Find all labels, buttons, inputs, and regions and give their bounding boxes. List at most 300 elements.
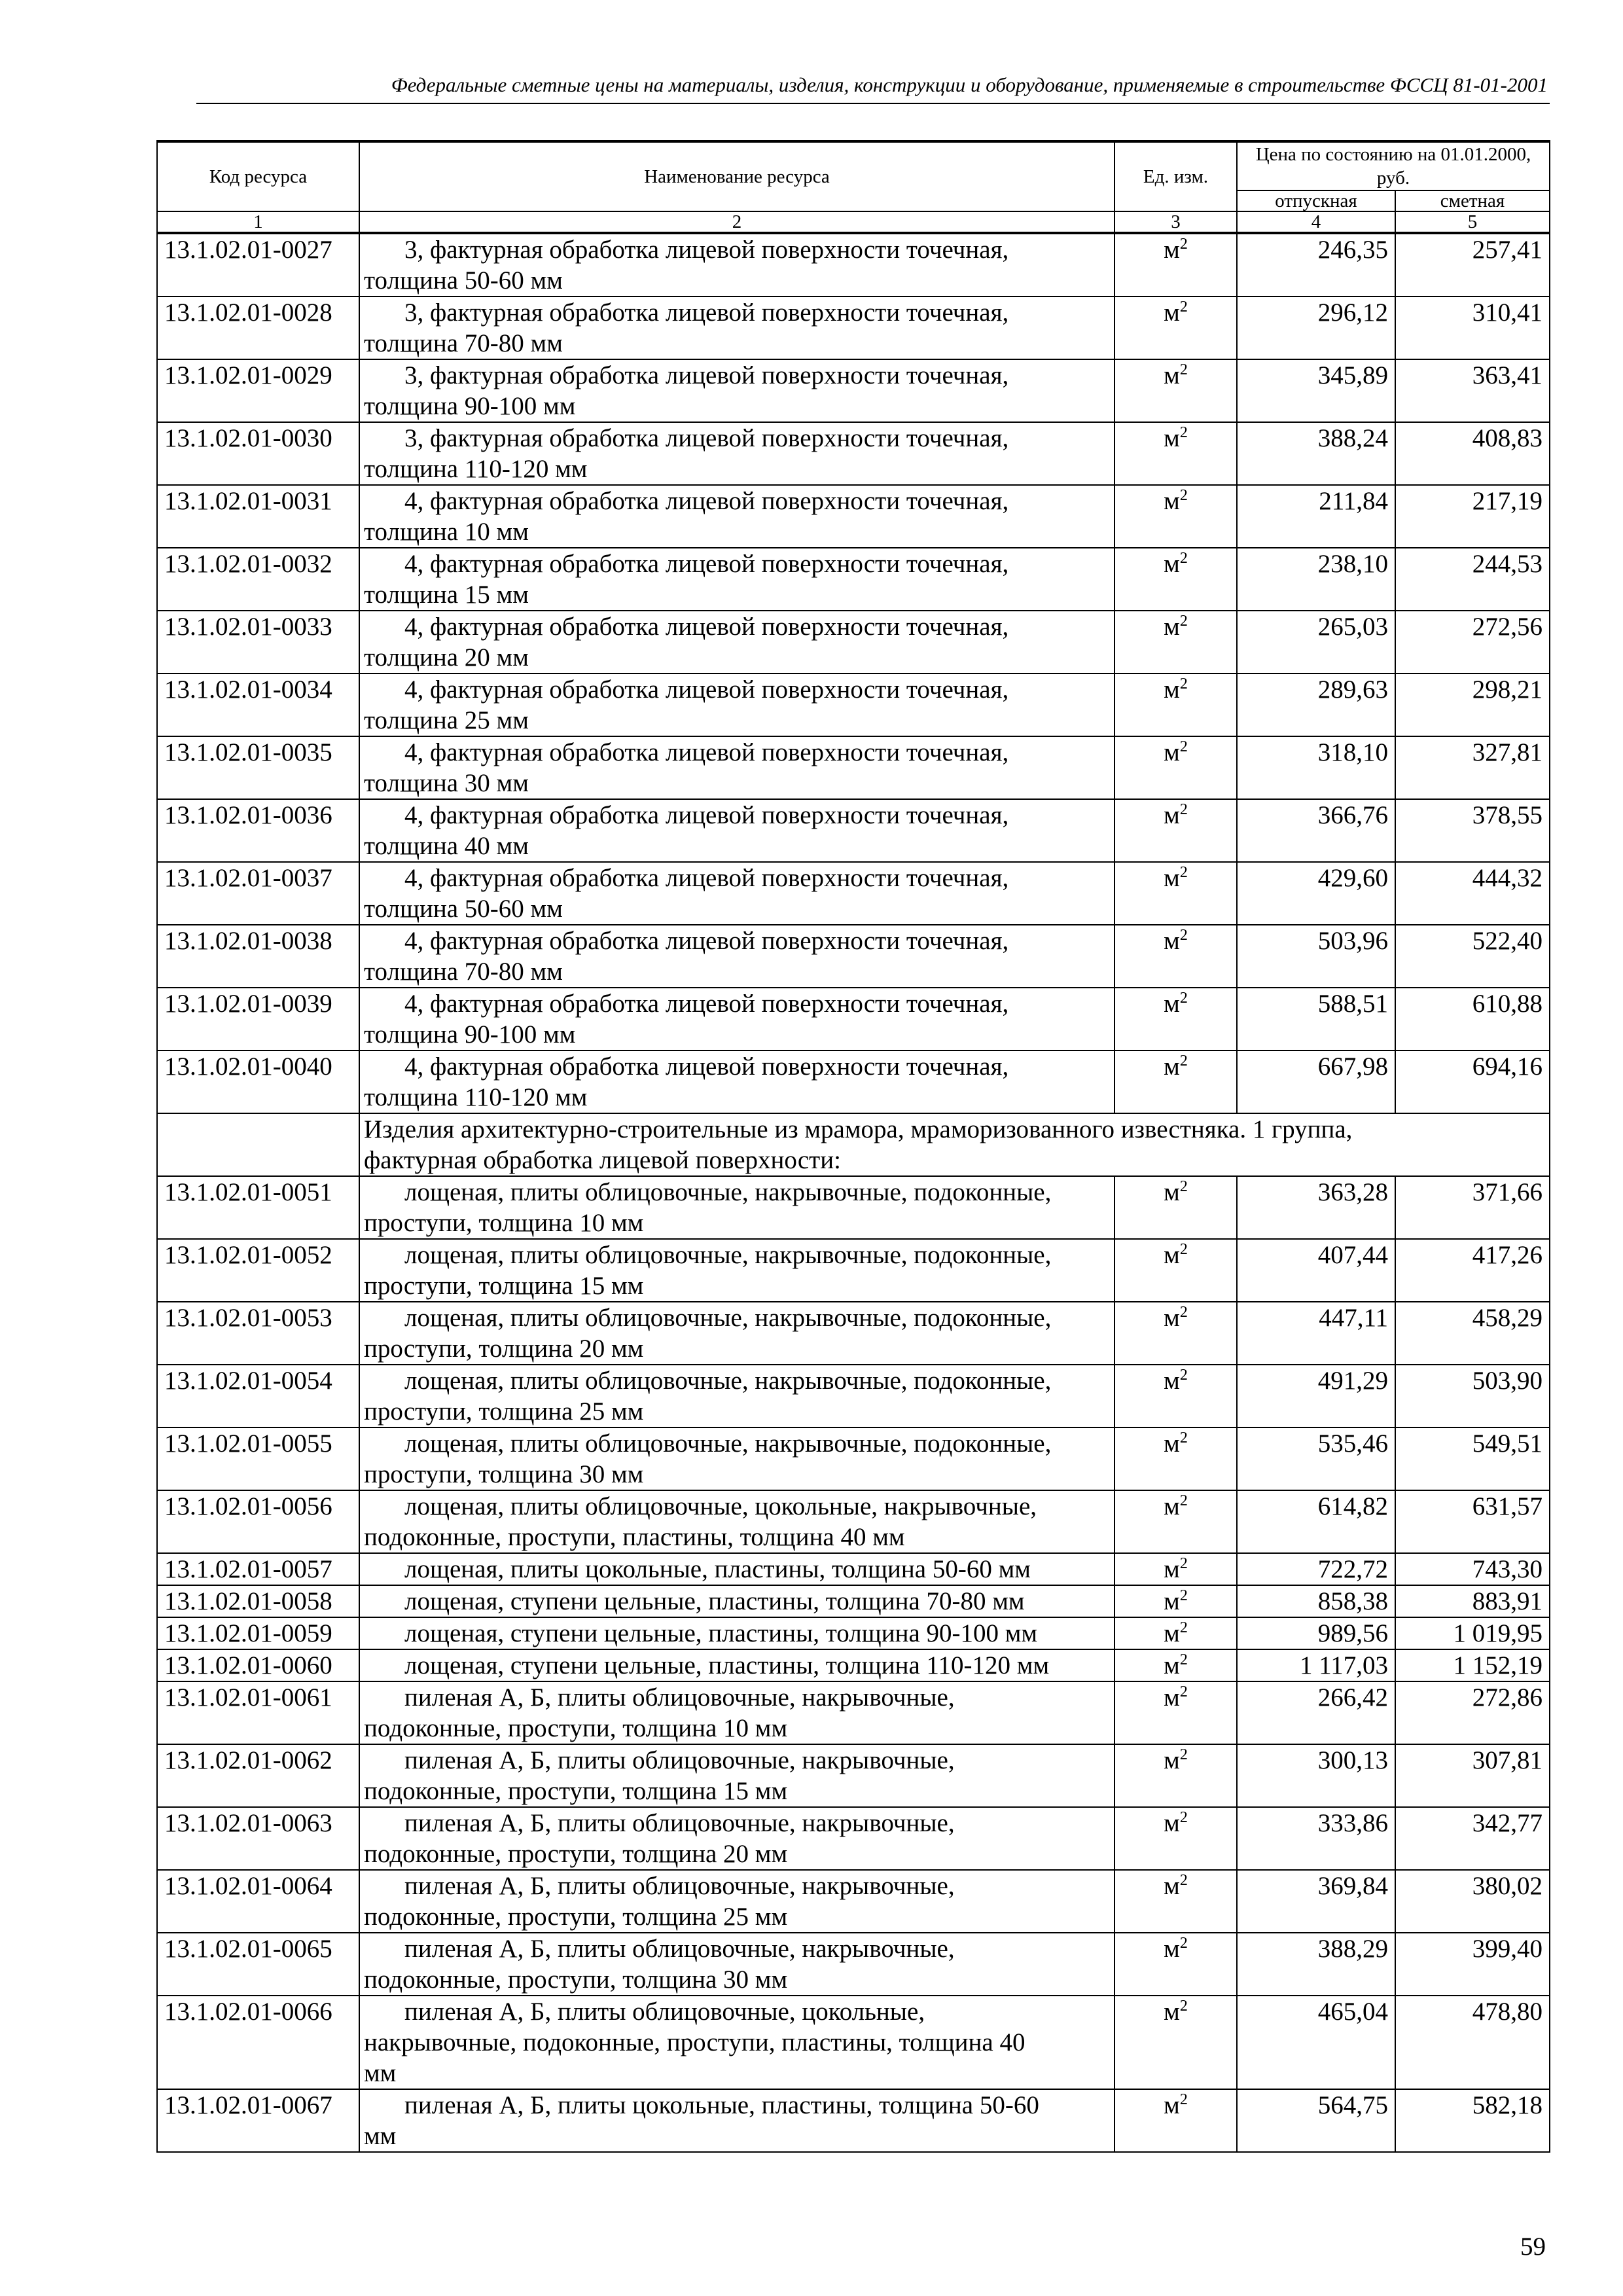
resource-code: 13.1.02.01-0054	[157, 1365, 359, 1427]
resource-name-line: 4, фактурная обработка лицевой поверхности точечная,	[404, 990, 1009, 1018]
table-row	[157, 359, 1550, 422]
release-price: 388,29	[1237, 1933, 1395, 1996]
table-row	[157, 548, 1550, 611]
table-row	[157, 1490, 1550, 1553]
resource-name	[359, 1050, 1115, 1113]
table-row	[157, 799, 1550, 862]
table-row	[157, 1996, 1550, 2089]
resource-name-line: лощеная, плиты облицовочные, цокольные, накрывочные,	[404, 1492, 1037, 1520]
estimate-price: 371,66	[1395, 1176, 1550, 1239]
unit-symbol: м	[1164, 1304, 1180, 1332]
resource-code: 13.1.02.01-0058	[157, 1585, 359, 1617]
resource-code: 13.1.02.01-0059	[157, 1617, 359, 1649]
unit	[1115, 1744, 1237, 1807]
resource-name	[359, 1649, 1115, 1681]
section-title-line: Изделия архитектурно-строительные из мрамора, мраморизованного известняка. 1 группа,	[364, 1115, 1353, 1143]
release-price: 265,03	[1237, 611, 1395, 673]
unit-exponent: 2	[1179, 864, 1188, 881]
unit	[1115, 422, 1237, 485]
table-row	[157, 862, 1550, 925]
unit-exponent: 2	[1179, 1872, 1188, 1889]
resource-name-line: подоконные, проступи, толщина 25 мм	[364, 1903, 788, 1931]
resource-name	[359, 1553, 1115, 1585]
unit	[1115, 611, 1237, 673]
table-body	[157, 233, 1550, 2152]
unit-symbol: м	[1164, 864, 1180, 892]
unit-exponent: 2	[1179, 1746, 1188, 1763]
unit-exponent: 2	[1179, 236, 1188, 253]
unit-exponent: 2	[1179, 487, 1188, 504]
unit-exponent: 2	[1179, 550, 1188, 567]
resource-code: 13.1.02.01-0055	[157, 1427, 359, 1490]
estimate-price: 310,41	[1395, 296, 1550, 359]
resource-code: 13.1.02.01-0060	[157, 1649, 359, 1681]
resource-name	[359, 1302, 1115, 1365]
resource-name-line: пиленая А, Б, плиты цокольные, пластины, толщина 50-60	[404, 2091, 1039, 2119]
unit-symbol: м	[1164, 1587, 1180, 1615]
unit	[1115, 1996, 1237, 2089]
estimate-price: 444,32	[1395, 862, 1550, 925]
estimate-price: 244,53	[1395, 548, 1550, 611]
unit	[1115, 1427, 1237, 1490]
column-number: 4	[1237, 211, 1395, 233]
release-price: 1 117,03	[1237, 1649, 1395, 1681]
unit	[1115, 485, 1237, 548]
unit-exponent: 2	[1179, 1998, 1188, 2015]
resource-name-line: толщина 70-80 мм	[364, 329, 563, 357]
release-price: 363,28	[1237, 1176, 1395, 1239]
estimate-price: 1 152,19	[1395, 1649, 1550, 1681]
resource-name-line: мм	[364, 2059, 397, 2087]
column-number: 5	[1395, 211, 1550, 233]
unit	[1115, 736, 1237, 799]
unit-symbol: м	[1164, 1809, 1180, 1837]
resource-name	[359, 1617, 1115, 1649]
resource-name-line: пиленая А, Б, плиты облицовочные, накрывочные,	[404, 1872, 955, 1900]
release-price: 345,89	[1237, 359, 1395, 422]
unit-exponent: 2	[1179, 1683, 1188, 1700]
resource-code: 13.1.02.01-0064	[157, 1870, 359, 1933]
estimate-price: 743,30	[1395, 1553, 1550, 1585]
table-row	[157, 1176, 1550, 1239]
unit-symbol: м	[1164, 1555, 1180, 1583]
resource-code: 13.1.02.01-0051	[157, 1176, 359, 1239]
resource-name-line: пиленая А, Б, плиты облицовочные, накрывочные,	[404, 1746, 955, 1774]
unit-exponent: 2	[1179, 1304, 1188, 1321]
release-price: 989,56	[1237, 1617, 1395, 1649]
estimate-price: 458,29	[1395, 1302, 1550, 1365]
running-header: Федеральные сметные цены на материалы, изделия, конструкции и оборудование, применяемые в строительстве ФССЦ 81-01-2001	[391, 73, 1548, 96]
unit	[1115, 862, 1237, 925]
estimate-price: 272,56	[1395, 611, 1550, 673]
unit-symbol: м	[1164, 1872, 1180, 1900]
resource-name-line: накрывочные, подоконные, проступи, пластины, толщина 40	[364, 2028, 1026, 2056]
resource-code: 13.1.02.01-0062	[157, 1744, 359, 1807]
unit-symbol: м	[1164, 738, 1180, 766]
unit	[1115, 1807, 1237, 1870]
unit	[1115, 296, 1237, 359]
page-number: 59	[1520, 2233, 1546, 2261]
resource-name	[359, 359, 1115, 422]
unit-symbol: м	[1164, 1492, 1180, 1520]
resource-name-line: подоконные, проступи, толщина 10 мм	[364, 1714, 788, 1742]
unit-symbol: м	[1164, 1429, 1180, 1458]
estimate-price: 522,40	[1395, 925, 1550, 988]
resource-name	[359, 736, 1115, 799]
resource-name	[359, 1681, 1115, 1744]
resource-name-line: лощеная, плиты облицовочные, накрывочные, подоконные,	[404, 1367, 1052, 1395]
release-price: 465,04	[1237, 1996, 1395, 2089]
resource-name	[359, 988, 1115, 1050]
unit	[1115, 1490, 1237, 1553]
estimate-price: 408,83	[1395, 422, 1550, 485]
resource-code: 13.1.02.01-0057	[157, 1553, 359, 1585]
resource-name-line: мм	[364, 2122, 397, 2150]
resource-name	[359, 296, 1115, 359]
resource-name	[359, 485, 1115, 548]
resource-name-line: лощеная, плиты цокольные, пластины, толщина 50-60 мм	[404, 1555, 1031, 1583]
unit	[1115, 1365, 1237, 1427]
unit-symbol: м	[1164, 1178, 1180, 1206]
unit	[1115, 2089, 1237, 2152]
resource-name-line: толщина 40 мм	[364, 832, 529, 860]
release-price: 266,42	[1237, 1681, 1395, 1744]
unit-symbol: м	[1164, 550, 1180, 578]
resource-name	[359, 422, 1115, 485]
unit-symbol: м	[1164, 1367, 1180, 1395]
unit	[1115, 988, 1237, 1050]
resource-code: 13.1.02.01-0036	[157, 799, 359, 862]
estimate-price: 307,81	[1395, 1744, 1550, 1807]
resource-name-line: проступи, толщина 20 мм	[364, 1335, 644, 1363]
resource-code: 13.1.02.01-0032	[157, 548, 359, 611]
release-price: 407,44	[1237, 1239, 1395, 1302]
column-number: 2	[359, 211, 1115, 233]
unit-exponent: 2	[1179, 1052, 1188, 1069]
table-row	[157, 485, 1550, 548]
resource-name-line: лощеная, ступени цельные, пластины, толщина 70-80 мм	[404, 1587, 1025, 1615]
estimate-price: 417,26	[1395, 1239, 1550, 1302]
header-release-price: отпускная	[1237, 190, 1395, 211]
unit-exponent: 2	[1179, 1935, 1188, 1952]
resource-name-line: 4, фактурная обработка лицевой поверхности точечная,	[404, 801, 1009, 829]
table-row	[157, 422, 1550, 485]
resource-name	[359, 1585, 1115, 1617]
resource-code: 13.1.02.01-0035	[157, 736, 359, 799]
resource-name-line: пиленая А, Б, плиты облицовочные, накрывочные,	[404, 1809, 955, 1837]
table-row	[157, 1933, 1550, 1996]
resource-name-line: толщина 10 мм	[364, 518, 529, 546]
unit-symbol: м	[1164, 990, 1180, 1018]
table-row	[157, 1553, 1550, 1585]
header-name: Наименование ресурса	[359, 141, 1115, 211]
resource-code: 13.1.02.01-0040	[157, 1050, 359, 1113]
unit	[1115, 925, 1237, 988]
resource-name-line: 4, фактурная обработка лицевой поверхности точечная,	[404, 487, 1009, 515]
table-row	[157, 1807, 1550, 1870]
resource-name-line: лощеная, плиты облицовочные, накрывочные, подоконные,	[404, 1429, 1052, 1458]
resource-name-line: лощеная, плиты облицовочные, накрывочные, подоконные,	[404, 1241, 1052, 1269]
resource-name	[359, 1933, 1115, 1996]
unit-symbol: м	[1164, 1746, 1180, 1774]
release-price: 429,60	[1237, 862, 1395, 925]
unit-symbol: м	[1164, 1651, 1180, 1679]
unit-exponent: 2	[1179, 1367, 1188, 1384]
release-price: 333,86	[1237, 1807, 1395, 1870]
resource-name	[359, 233, 1115, 296]
unit-symbol: м	[1164, 613, 1180, 641]
resource-name	[359, 1365, 1115, 1427]
resource-name	[359, 1996, 1115, 2089]
release-price: 238,10	[1237, 548, 1395, 611]
release-price: 318,10	[1237, 736, 1395, 799]
estimate-price: 257,41	[1395, 233, 1550, 296]
resource-name-line: пиленая А, Б, плиты облицовочные, накрывочные,	[404, 1935, 955, 1963]
table-row	[157, 1649, 1550, 1681]
unit-exponent: 2	[1179, 361, 1188, 378]
table-row	[157, 1681, 1550, 1744]
unit-exponent: 2	[1179, 1429, 1188, 1446]
estimate-price: 694,16	[1395, 1050, 1550, 1113]
resource-name-line: подоконные, проступи, толщина 30 мм	[364, 1965, 788, 1994]
resource-name	[359, 548, 1115, 611]
column-number: 1	[157, 211, 359, 233]
unit-exponent: 2	[1179, 1587, 1188, 1604]
unit	[1115, 233, 1237, 296]
resource-name-line: 4, фактурная обработка лицевой поверхности точечная,	[404, 927, 1009, 955]
unit-exponent: 2	[1179, 2091, 1188, 2108]
resource-code: 13.1.02.01-0067	[157, 2089, 359, 2152]
unit-symbol: м	[1164, 361, 1180, 389]
resource-name-line: 4, фактурная обработка лицевой поверхности точечная,	[404, 738, 1009, 766]
resource-name-line: 4, фактурная обработка лицевой поверхности точечная,	[404, 613, 1009, 641]
resource-name-line: толщина 90-100 мм	[364, 392, 576, 420]
unit-exponent: 2	[1179, 801, 1188, 818]
unit	[1115, 1553, 1237, 1585]
release-price: 535,46	[1237, 1427, 1395, 1490]
resource-name-line: лощеная, плиты облицовочные, накрывочные, подоконные,	[404, 1304, 1052, 1332]
release-price: 211,84	[1237, 485, 1395, 548]
column-number: 3	[1115, 211, 1237, 233]
unit-exponent: 2	[1179, 613, 1188, 630]
unit-symbol: м	[1164, 2091, 1180, 2119]
estimate-price: 380,02	[1395, 1870, 1550, 1933]
header-code: Код ресурса	[157, 141, 359, 211]
estimate-price: 327,81	[1395, 736, 1550, 799]
resource-code: 13.1.02.01-0028	[157, 296, 359, 359]
estimate-price: 478,80	[1395, 1996, 1550, 2089]
resource-code: 13.1.02.01-0066	[157, 1996, 359, 2089]
resource-name	[359, 925, 1115, 988]
release-price: 246,35	[1237, 233, 1395, 296]
estimate-price: 1 019,95	[1395, 1617, 1550, 1649]
resource-name-line: лощеная, плиты облицовочные, накрывочные, подоконные,	[404, 1178, 1052, 1206]
estimate-price: 342,77	[1395, 1807, 1550, 1870]
release-price: 858,38	[1237, 1585, 1395, 1617]
unit	[1115, 1176, 1237, 1239]
header-unit: Ед. изм.	[1115, 141, 1237, 211]
section-row	[157, 1113, 1550, 1176]
resource-code: 13.1.02.01-0037	[157, 862, 359, 925]
unit	[1115, 1302, 1237, 1365]
resource-name-line: толщина 110-120 мм	[364, 1083, 588, 1111]
unit-exponent: 2	[1179, 1651, 1188, 1668]
estimate-price: 582,18	[1395, 2089, 1550, 2152]
resource-name-line: лощеная, ступени цельные, пластины, толщина 90-100 мм	[404, 1619, 1038, 1647]
unit-exponent: 2	[1179, 1492, 1188, 1509]
estimate-price: 378,55	[1395, 799, 1550, 862]
resource-name-line: 4, фактурная обработка лицевой поверхности точечная,	[404, 550, 1009, 578]
section-code-empty	[157, 1113, 359, 1176]
estimate-price: 363,41	[1395, 359, 1550, 422]
table-row	[157, 1617, 1550, 1649]
unit	[1115, 1585, 1237, 1617]
header-estimate-price: сметная	[1395, 190, 1550, 211]
resource-name-line: подоконные, проступи, толщина 20 мм	[364, 1840, 788, 1868]
release-price: 369,84	[1237, 1870, 1395, 1933]
resource-name-line: подоконные, проступи, пластины, толщина 40 мм	[364, 1523, 905, 1551]
release-price: 588,51	[1237, 988, 1395, 1050]
unit	[1115, 359, 1237, 422]
resource-code: 13.1.02.01-0030	[157, 422, 359, 485]
resource-name-line: 3, фактурная обработка лицевой поверхности точечная,	[404, 361, 1009, 389]
resource-name-line: проступи, толщина 25 мм	[364, 1397, 644, 1426]
resource-code: 13.1.02.01-0065	[157, 1933, 359, 1996]
unit-symbol: м	[1164, 236, 1180, 264]
resource-name	[359, 1870, 1115, 1933]
unit-symbol: м	[1164, 1683, 1180, 1712]
resource-name-line: пиленая А, Б, плиты облицовочные, цокольные,	[404, 1998, 925, 2026]
resource-code: 13.1.02.01-0033	[157, 611, 359, 673]
release-price: 491,29	[1237, 1365, 1395, 1427]
price-table	[156, 140, 1550, 2153]
resource-name	[359, 2089, 1115, 2152]
release-price: 366,76	[1237, 799, 1395, 862]
unit-exponent: 2	[1179, 298, 1188, 315]
unit-symbol: м	[1164, 1619, 1180, 1647]
unit	[1115, 1617, 1237, 1649]
resource-name-line: подоконные, проступи, толщина 15 мм	[364, 1777, 788, 1805]
unit	[1115, 1681, 1237, 1744]
unit	[1115, 1649, 1237, 1681]
table-row	[157, 1050, 1550, 1113]
resource-name-line: проступи, толщина 10 мм	[364, 1209, 644, 1237]
resource-name	[359, 862, 1115, 925]
resource-name-line: толщина 110-120 мм	[364, 455, 588, 483]
table-row	[157, 736, 1550, 799]
unit	[1115, 1239, 1237, 1302]
resource-name	[359, 611, 1115, 673]
table-row	[157, 673, 1550, 736]
estimate-price: 272,86	[1395, 1681, 1550, 1744]
resource-name-line: толщина 50-60 мм	[364, 895, 563, 923]
unit	[1115, 1933, 1237, 1996]
unit-exponent: 2	[1179, 1619, 1188, 1636]
estimate-price: 883,91	[1395, 1585, 1550, 1617]
table-row	[157, 1870, 1550, 1933]
release-price: 503,96	[1237, 925, 1395, 988]
release-price: 296,12	[1237, 296, 1395, 359]
estimate-price: 631,57	[1395, 1490, 1550, 1553]
resource-name-line: толщина 25 мм	[364, 706, 529, 734]
resource-name-line: лощеная, ступени цельные, пластины, толщина 110-120 мм	[404, 1651, 1050, 1679]
resource-code: 13.1.02.01-0056	[157, 1490, 359, 1553]
header-price-group: Цена по состоянию на 01.01.2000, руб.	[1237, 141, 1550, 190]
table-row	[157, 233, 1550, 296]
estimate-price: 549,51	[1395, 1427, 1550, 1490]
resource-name-line: 3, фактурная обработка лицевой поверхности точечная,	[404, 236, 1009, 264]
unit-symbol: м	[1164, 675, 1180, 704]
resource-name	[359, 1807, 1115, 1870]
resource-code: 13.1.02.01-0053	[157, 1302, 359, 1365]
unit-symbol: м	[1164, 801, 1180, 829]
release-price: 722,72	[1237, 1553, 1395, 1585]
unit-symbol: м	[1164, 424, 1180, 452]
resource-name-line: 3, фактурная обработка лицевой поверхности точечная,	[404, 298, 1009, 327]
table-row	[157, 1427, 1550, 1490]
resource-code: 13.1.02.01-0038	[157, 925, 359, 988]
unit-symbol: м	[1164, 1998, 1180, 2026]
table-row	[157, 988, 1550, 1050]
unit-exponent: 2	[1179, 1241, 1188, 1258]
resource-code: 13.1.02.01-0031	[157, 485, 359, 548]
header-rule	[196, 103, 1550, 104]
resource-code: 13.1.02.01-0061	[157, 1681, 359, 1744]
table-row	[157, 1302, 1550, 1365]
unit	[1115, 548, 1237, 611]
resource-name-line: толщина 30 мм	[364, 769, 529, 797]
unit	[1115, 1050, 1237, 1113]
resource-name-line: пиленая А, Б, плиты облицовочные, накрывочные,	[404, 1683, 955, 1712]
unit-exponent: 2	[1179, 1809, 1188, 1826]
estimate-price: 610,88	[1395, 988, 1550, 1050]
release-price: 289,63	[1237, 673, 1395, 736]
estimate-price: 503,90	[1395, 1365, 1550, 1427]
table-row	[157, 1239, 1550, 1302]
release-price: 300,13	[1237, 1744, 1395, 1807]
resource-name-line: толщина 50-60 мм	[364, 266, 563, 295]
resource-name-line: проступи, толщина 30 мм	[364, 1460, 644, 1488]
release-price: 388,24	[1237, 422, 1395, 485]
unit-symbol: м	[1164, 1052, 1180, 1081]
unit-symbol: м	[1164, 1935, 1180, 1963]
resource-name-line: проступи, толщина 15 мм	[364, 1272, 644, 1300]
resource-code: 13.1.02.01-0029	[157, 359, 359, 422]
resource-name	[359, 799, 1115, 862]
resource-name	[359, 1427, 1115, 1490]
resource-name-line: толщина 15 мм	[364, 581, 529, 609]
table-row	[157, 2089, 1550, 2152]
release-price: 667,98	[1237, 1050, 1395, 1113]
resource-name	[359, 673, 1115, 736]
resource-name-line: толщина 90-100 мм	[364, 1020, 576, 1049]
unit-exponent: 2	[1179, 927, 1188, 944]
resource-name-line: 4, фактурная обработка лицевой поверхности точечная,	[404, 675, 1009, 704]
estimate-price: 217,19	[1395, 485, 1550, 548]
section-title-line: фактурная обработка лицевой поверхности:	[364, 1146, 841, 1174]
resource-code: 13.1.02.01-0027	[157, 233, 359, 296]
resource-name	[359, 1744, 1115, 1807]
table-row	[157, 611, 1550, 673]
unit	[1115, 673, 1237, 736]
table-row	[157, 1365, 1550, 1427]
resource-name-line: 4, фактурная обработка лицевой поверхности точечная,	[404, 864, 1009, 892]
release-price: 447,11	[1237, 1302, 1395, 1365]
resource-name-line: 3, фактурная обработка лицевой поверхности точечная,	[404, 424, 1009, 452]
resource-code: 13.1.02.01-0063	[157, 1807, 359, 1870]
unit-exponent: 2	[1179, 990, 1188, 1007]
unit	[1115, 799, 1237, 862]
